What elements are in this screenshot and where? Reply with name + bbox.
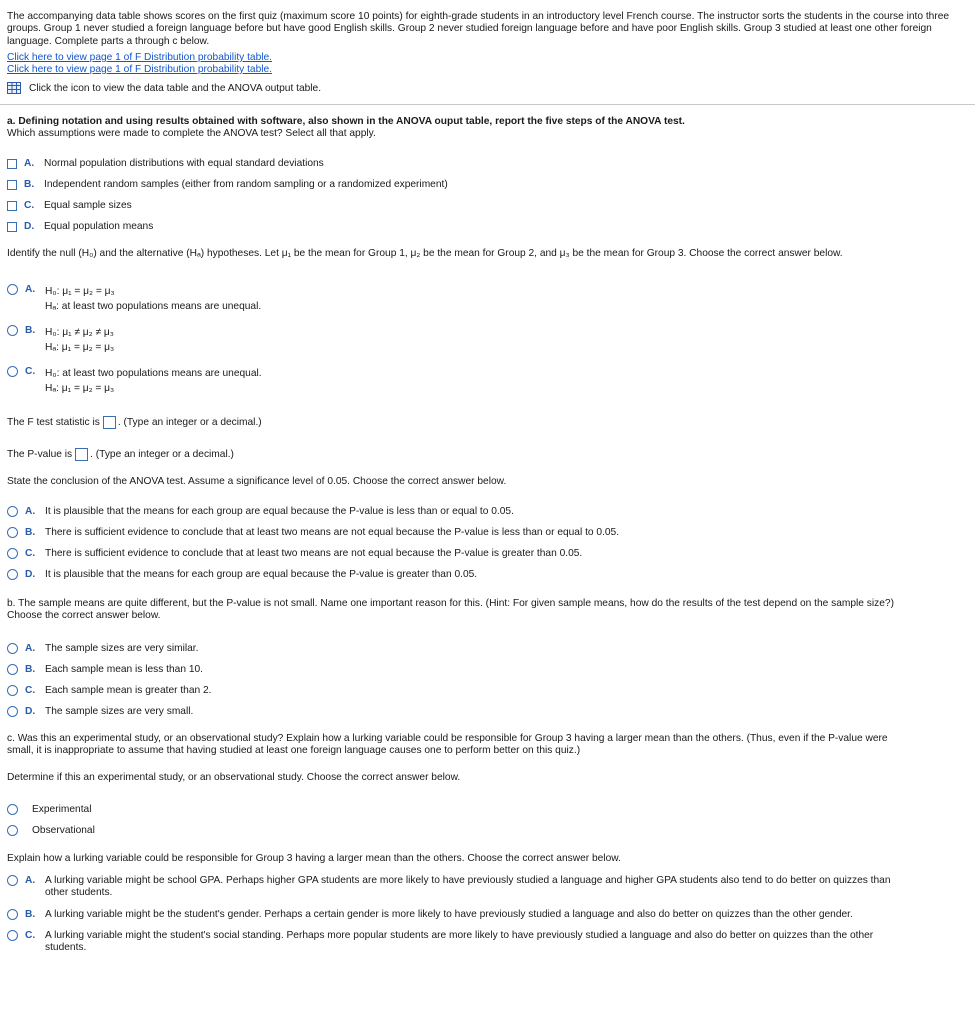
option-letter: B.: [25, 909, 36, 920]
part-a-prompt-2: Which assumptions were made to complete the ANOVA test? Select all that apply.: [7, 128, 376, 139]
radio-button[interactable]: [7, 930, 18, 941]
data-table-instruction: Click the icon to view the data table and the ANOVA output table.: [29, 82, 322, 94]
option-text: The sample sizes are very small.: [45, 706, 194, 717]
option-text: Experimental: [32, 804, 92, 815]
radio-button[interactable]: [7, 366, 18, 377]
sample-option-c[interactable]: [7, 685, 962, 697]
radio-button[interactable]: [7, 569, 18, 580]
alternative-hypothesis: Hₐ: μ₁ = μ₂ = μ₃: [45, 383, 115, 394]
radio-button[interactable]: [7, 643, 18, 654]
option-letter: A.: [25, 284, 36, 295]
option-text: Each sample mean is less than 10.: [45, 664, 203, 675]
radio-button[interactable]: [7, 706, 18, 717]
f-statistic-input[interactable]: [103, 416, 116, 429]
part-c-prompt-2: small, it is inappropriate to assume that having studied at least one foreign language causes one to perform better on this quiz.): [7, 745, 581, 756]
lurking-option-a[interactable]: [7, 875, 962, 900]
sample-option-d[interactable]: [7, 706, 962, 718]
lurking-option-b[interactable]: [7, 909, 962, 921]
hypothesis-option-a[interactable]: [7, 284, 962, 314]
option-letter: C.: [25, 548, 36, 559]
radio-button[interactable]: [7, 875, 18, 886]
option-letter: A.: [25, 506, 36, 517]
table-icon[interactable]: [7, 82, 21, 94]
null-hypothesis: H₀: at least two populations means are unequal.: [45, 368, 262, 379]
part-c-heading: [7, 733, 967, 745]
option-letter: A.: [24, 158, 35, 169]
option-text: It is plausible that the means for each group are equal because the P-value is greater than 0.05.: [45, 569, 478, 580]
part-a-heading: [7, 116, 967, 128]
option-text: The sample sizes are very similar.: [45, 643, 199, 654]
option-letter: B.: [25, 664, 36, 675]
hypothesis-option-c[interactable]: [7, 366, 962, 396]
option-text: Equal population means: [44, 221, 154, 232]
study-type-prompt: Determine if this an experimental study, or an observational study. Choose the correct answer below.: [7, 772, 461, 783]
p-value-row: [7, 448, 967, 462]
f-statistic-label: The F test statistic is: [7, 417, 100, 429]
option-text: A lurking variable might be the student's gender. Perhaps a certain gender is more likely to have previously studied a language and also do better on quizzes than the other gender.: [45, 909, 853, 920]
radio-button[interactable]: [7, 804, 18, 815]
radio-button[interactable]: [7, 685, 18, 696]
p-value-hint: . (Type an integer or a decimal.): [90, 449, 234, 461]
null-hypothesis: H₀: μ₁ = μ₂ = μ₃: [45, 286, 115, 297]
f-distribution-link-1[interactable]: Click here to view page 1 of F Distribution probability table.: [7, 52, 273, 63]
option-text: It is plausible that the means for each group are equal because the P-value is less than or equal to 0.05.: [45, 506, 514, 517]
option-text: There is sufficient evidence to conclude that at least two means are not equal because the P-value is greater than 0.05.: [45, 548, 583, 559]
radio-button[interactable]: [7, 548, 18, 559]
part-a-prompt-1: a. Defining notation and using results obtained with software, also shown in the ANOVA ouput table, report the five steps of the ANOVA test.: [7, 116, 685, 127]
option-letter: D.: [25, 706, 36, 717]
conclusion-option-a[interactable]: [7, 506, 962, 518]
assumption-option-a[interactable]: [7, 158, 962, 170]
option-text-continued: students.: [45, 942, 87, 954]
option-text: Equal sample sizes: [44, 200, 132, 211]
hypothesis-option-b[interactable]: [7, 325, 962, 355]
alternative-hypothesis: Hₐ: at least two populations means are unequal.: [45, 301, 262, 312]
checkbox[interactable]: [7, 222, 17, 232]
lurking-option-c[interactable]: [7, 930, 962, 955]
f-statistic-row: [7, 416, 967, 430]
option-text: There is sufficient evidence to conclude that at least two means are not equal because the P-value is less than or equal to 0.05.: [45, 527, 620, 538]
radio-button[interactable]: [7, 664, 18, 675]
section-divider: [0, 104, 975, 105]
p-value-input[interactable]: [75, 448, 88, 461]
option-letter: A.: [25, 875, 36, 886]
option-text: Independent random samples (either from random sampling or a randomized experiment): [44, 179, 448, 190]
option-text: Normal population distributions with equal standard deviations: [44, 158, 324, 169]
sample-option-b[interactable]: [7, 664, 962, 676]
assumption-option-d[interactable]: [7, 221, 962, 233]
conclusion-option-d[interactable]: [7, 569, 962, 581]
checkbox[interactable]: [7, 159, 17, 169]
option-letter: B.: [24, 179, 35, 190]
option-letter: B.: [25, 527, 36, 538]
option-text-continued: other students.: [45, 887, 113, 899]
assumption-option-b[interactable]: [7, 179, 962, 191]
part-b-prompt-2: Choose the correct answer below.: [7, 610, 161, 621]
radio-button[interactable]: [7, 825, 18, 836]
study-option-observational[interactable]: [7, 825, 962, 837]
radio-button[interactable]: [7, 527, 18, 538]
radio-button[interactable]: [7, 506, 18, 517]
option-letter: D.: [24, 221, 35, 232]
intro-text: The accompanying data table shows scores on the first quiz (maximum score 10 points) for eighth-grade students in an introductory level French course. The instructor sorts the students in the course into three groups. Group 1 never studied a foreign language before but have good English skills. Group 2 never studied foreign language before and have poor English skills. Group 3 studied at least one other foreign language. Complete parts a through c below.: [7, 11, 950, 47]
option-letter: C.: [25, 366, 36, 377]
p-value-label: The P-value is: [7, 449, 73, 461]
option-letter: D.: [25, 569, 36, 580]
sample-option-a[interactable]: [7, 643, 962, 655]
option-letter: A.: [25, 643, 36, 654]
conclusion-prompt: State the conclusion of the ANOVA test. Assume a significance level of 0.05. Choose the correct answer below.: [7, 476, 507, 487]
option-letter: C.: [24, 200, 35, 211]
option-text: A lurking variable might be school GPA. Perhaps higher GPA students are more likely to have previously studied a language and higher GPA students also tend to do better on quizzes than: [45, 875, 891, 886]
option-text: Observational: [32, 825, 95, 836]
lurking-variable-prompt: Explain how a lurking variable could be responsible for Group 3 having a larger mean than the others. Choose the correct answer below.: [7, 853, 621, 864]
option-text: Each sample mean is greater than 2.: [45, 685, 212, 696]
option-letter: C.: [25, 930, 36, 941]
data-table-row: [7, 82, 321, 94]
f-distribution-link-2[interactable]: Click here to view page 1 of F Distribution probability table.: [7, 64, 273, 75]
radio-button[interactable]: [7, 284, 18, 295]
conclusion-option-b[interactable]: [7, 527, 962, 539]
study-option-experimental[interactable]: [7, 804, 962, 816]
part-c-prompt-1: c. Was this an experimental study, or an observational study? Explain how a lurking variable could be responsible for Group 3 having a larger mean than the others. (Thus, even if the P-value were: [7, 733, 888, 744]
hypothesis-prompt: Identify the null (H₀) and the alternative (Hₐ) hypotheses. Let μ₁ be the mean for Group 1, μ₂ be the mean for Group 2, and μ₃ be the mean for Group 3. Choose the correct answer below.: [7, 248, 843, 259]
alternative-hypothesis: Hₐ: μ₁ = μ₂ = μ₃: [45, 342, 115, 353]
conclusion-option-c[interactable]: [7, 548, 962, 560]
option-letter: C.: [25, 685, 36, 696]
f-statistic-hint: . (Type an integer or a decimal.): [117, 417, 262, 429]
radio-button[interactable]: [7, 325, 18, 336]
radio-button[interactable]: [7, 909, 18, 920]
assumption-option-c[interactable]: [7, 200, 962, 212]
null-hypothesis: H₀: μ₁ ≠ μ₂ ≠ μ₃: [45, 327, 114, 338]
checkbox[interactable]: [7, 180, 17, 190]
part-b-prompt-1: b. The sample means are quite different, but the P-value is not small. Name one important reason for this. (Hint: For given sample means, how do the results of the test depend on the sample size?): [7, 598, 894, 609]
option-text: A lurking variable might the student's social standing. Perhaps more popular students are more likely to have previously studied a language and also do better on quizzes than the other: [45, 930, 874, 941]
part-b-heading: [7, 598, 967, 610]
checkbox[interactable]: [7, 201, 17, 211]
option-letter: B.: [25, 325, 36, 336]
